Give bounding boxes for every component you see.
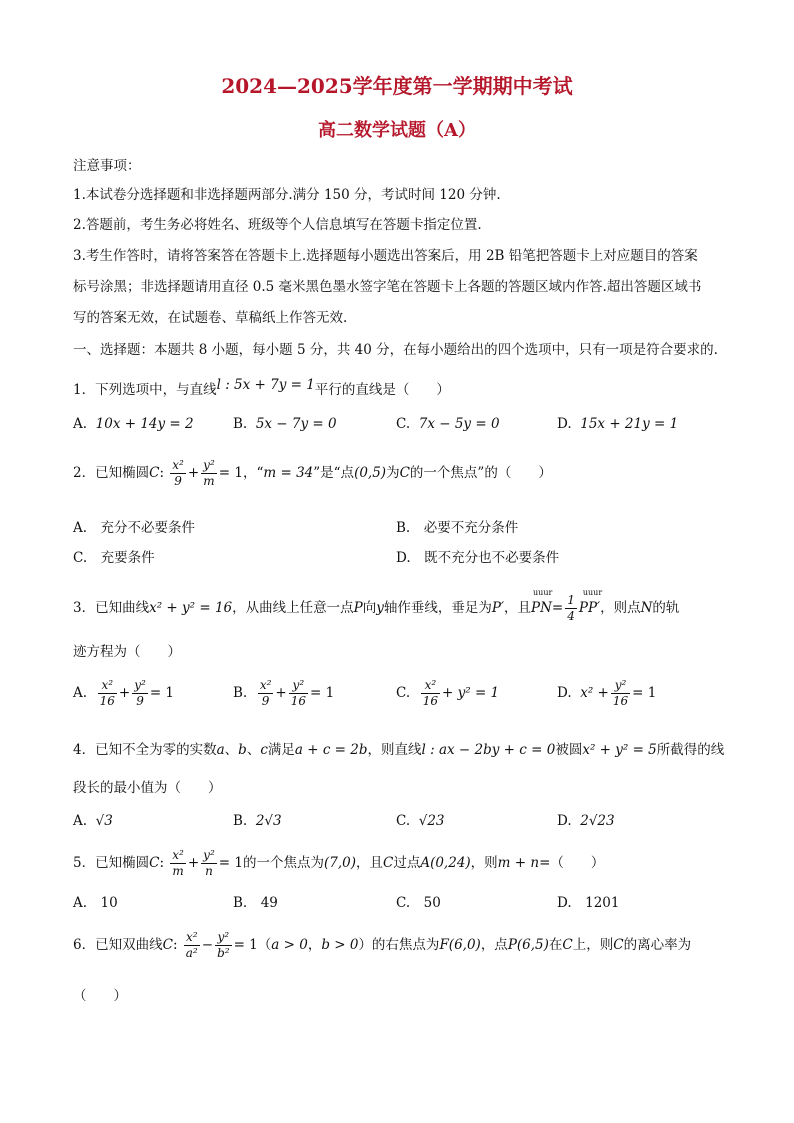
q6-frac-1 [184,930,200,961]
minus: − [201,937,214,953]
q3-quarter [565,593,577,624]
denominator: 16 [99,694,115,708]
equals: = 1 [218,465,243,481]
separator: 、 [224,742,239,758]
denominator: b² [217,946,230,960]
q2-condition: m = 34 [263,465,314,481]
notice-item-3b: 标号涂黑；非选择题请用直径 0.5 毫米黑色墨水签字笔在答题卡上各题的答题区域内作答.超出答题区域书 [73,279,702,295]
vector-ppp: PP′ [578,600,601,616]
option-label: D. [557,813,572,829]
q5-stem-b: 的一个焦点为 [242,855,324,871]
denominator: 9 [136,694,144,708]
equals: = [551,600,564,616]
numerator: x² [172,458,184,472]
frac [258,678,274,709]
numerator: x² [421,678,440,694]
q4-option-b [233,813,282,829]
q3-option-a: A. $\frac{\text{x²}}{16}$ + $\frac{\text{y²}}{9}$ = 1 [73,678,175,708]
q5-stem-a: 5．已知椭圆 [73,855,150,871]
option-label: B. [233,813,248,829]
denominator: m [172,864,184,878]
q5-c: C [382,855,394,871]
q5-stem-f: =（ ） [539,855,605,871]
q6-stem-a: 6．已知双曲线 [73,937,163,953]
denominator: 16 [612,694,629,708]
equals: = 1 [309,685,335,701]
comma: ， [307,937,322,953]
equals: = 1 [218,855,243,871]
q1-stem-a: 1．下列选项中，与直线 [73,382,217,398]
q2-point: (0,5) [354,465,387,481]
q4-option-d [557,813,615,829]
denominator: m [203,474,215,488]
question-6: 6．已知双曲线C: $\frac{\text{x²}}{\text{a²}}$ − $\frac{\text{y²}}{\text{b²}}$ = 1（a > 0，b > 0）的右焦点为F(6,0)，点P(6,5)在C上，则C的离心率为 [73,930,692,960]
q3-stem-b: ，从曲线上任意一点 [232,600,354,616]
separator: 、 [246,742,261,758]
denominator: a² [185,946,198,960]
q1-option-b [233,416,337,432]
q3-c-rest: + y² = 1 [442,685,500,701]
q6-stem-b: （ [257,937,272,953]
section-heading: 一、选择题：本题共 8 小题，每小题 5 分，共 40 分，在每小题给出的四个选项中，只有一项是符合要求的. [73,342,718,358]
q6-point-p: P(6,5) [507,937,549,953]
q4-condition: a + c = 2b [294,742,368,758]
numerator: 1 [567,593,575,607]
q4-circle: x² + y² = 5 [582,742,657,758]
q3-d-lead: x² + [580,685,609,701]
question-4 [73,738,724,758]
denominator: 16 [290,694,306,708]
equals: = 1 [632,685,657,701]
numerator: y² [289,678,308,694]
plus: + [187,855,200,871]
q5-point-a: A(0,24) [420,855,471,871]
q4-line: l : ax − 2by + c = 0 [421,742,556,758]
q4-option-a [73,813,113,829]
option-label: A. [73,813,88,829]
question-5: 5．已知椭圆C: $\frac{\text{x²}}{m}$ + $\frac{\text{y²}}{n}$ = 1的一个焦点为(7,0)，且C过点A(0,24)，则m + n=（ ） [73,848,605,878]
q5-c: C [149,855,160,871]
option-label: C. [396,416,411,432]
q3-curve: x² + y² = 16 [149,600,233,616]
numerator: x² [172,848,184,862]
question-2: 2．已知椭圆C: $\frac{\text{x²}}{9}$ + $\frac{\text{y²}}{m}$ = 1，“m = 34”是“点(0,5)为C的一个焦点”的（ ） [73,458,552,488]
q2-stem-d: 为 [386,465,400,481]
q6-stem-f: 上，则 [572,937,614,953]
q2-frac-1 [170,458,186,489]
q6-frac-2 [215,930,232,961]
q5-option-c: C. 50 [396,895,441,911]
option-label: D. [557,685,572,701]
numerator: y² [203,458,215,472]
denominator: 4 [567,609,575,623]
q4-a-expr: √3 [95,813,113,829]
q4-stem-d: 被圆 [555,742,583,758]
q3-point-n: N [640,600,653,616]
q6-stem-d: ，点 [480,937,508,953]
q4-d-expr: 2√23 [580,813,615,829]
frac [132,678,148,709]
vector-arrow: uuur [582,588,603,597]
q5-frac-1 [170,848,186,879]
q4-c-expr: √23 [418,813,445,829]
q3-vector-ppp [578,588,603,616]
vector-arrow: uuur [533,588,553,597]
option-label: A. [73,685,88,701]
q6-stem-e: 在 [548,937,563,953]
q1-option-d [557,416,678,432]
q2-stem-c: ”是“点 [313,465,355,481]
q3-vector-pn [531,588,553,616]
q4-stem-a: 4．已知不全为零的实数 [73,742,217,758]
q5-stem-d: 过点 [393,855,421,871]
q1-option-c [396,416,500,432]
frac [611,678,630,709]
denominator: 16 [422,694,439,708]
q6-c: C [613,937,624,953]
numerator: x² [98,678,117,694]
q4-b-expr: 2√3 [255,813,282,829]
q3-option-d [557,678,656,709]
denominator: n [205,864,213,878]
numerator: x² [259,678,272,692]
numerator: y² [134,678,146,692]
q2-option-a: A. 充分不必要条件 [73,520,196,536]
q6-stem-h: （ ） [73,988,127,1004]
q4-stem-c: ，则直线 [367,742,422,758]
equals: = 1 [233,937,258,953]
q2-option-d: D. 既不充分也不必要条件 [396,550,560,566]
numerator: y² [203,848,215,862]
q2-frac-2 [201,458,217,489]
q3-stem-h: 迹方程为（ ） [73,644,181,660]
exam-subtitle: 高二数学试题（A） [318,120,476,141]
denominator: 9 [174,474,182,488]
plus: + [187,465,200,481]
q2-option-b: B. 必要不充分条件 [396,520,519,536]
q4-stem-f: 段长的最小值为（ ） [73,780,222,796]
numerator: y² [611,678,630,694]
q5-frac-2 [201,848,217,879]
q3-stem-g: 的轨 [652,600,680,616]
var-b: b [238,742,247,758]
q1-c-expr: 7x − 5y = 0 [418,416,500,432]
exam-title: 2024—2025学年度第一学期期中考试 [221,74,573,98]
option-label: D. [557,416,572,432]
option-label: B. [233,685,248,701]
question-3 [73,588,680,624]
numerator: x² [184,930,200,946]
q1-b-expr: 5x − 7y = 0 [255,416,337,432]
notice-item-2: 2.答题前，考生务必将姓名、班级等个人信息填写在答题卡指定位置. [73,217,482,233]
q5-stem-e: ，则 [470,855,498,871]
q2-stem-a: 2．已知椭圆 [73,465,150,481]
q6-c: C [162,937,173,953]
q5-option-b: B. 49 [233,895,278,911]
frac [289,678,308,709]
q5-focus: (7,0) [323,855,356,871]
q3-stem-c: 向 [362,600,377,616]
q3-option-c [396,678,499,709]
q5-option-a: A. 10 [73,895,118,911]
notice-item-3c: 写的答案无效，在试题卷、草稿纸上作答无效. [73,310,348,326]
q3-stem-d: 轴作垂线，垂足为 [383,600,492,616]
notice-item-1: 1.本试卷分选择题和非选择题两部分.满分 150 分，考试时间 120 分钟. [73,187,501,203]
numerator: y² [215,930,232,946]
option-label: C. [396,813,411,829]
q1-stem-b: 平行的直线是（ ） [314,382,450,398]
q2-stem-b: ，“ [242,465,264,481]
q2-c: C [149,465,160,481]
q3-foot-p: P′ [491,600,505,616]
q1-line-expr: l : 5x + 7y = 1 [216,377,315,393]
q2-stem-e: 的一个焦点”的（ ） [409,465,552,481]
q6-stem-g: 的离心率为 [623,937,692,953]
q6-focus: F(6,0) [439,937,481,953]
option-label: B. [233,416,248,432]
q1-a-expr: 10x + 14y = 2 [95,416,194,432]
var-a: a [216,742,225,758]
q2-option-c: C. 充要条件 [73,550,155,566]
q3-stem-a: 3．已知曲线 [73,600,150,616]
q4-stem-e: 所截得的线 [656,742,725,758]
option-label: A. [73,416,88,432]
q3-point-p: P [353,600,363,616]
q3-axis-y: y [376,600,384,616]
notice-heading: 注意事项： [73,158,141,174]
q1-d-expr: 15x + 21y = 1 [580,416,679,432]
frac [421,678,440,709]
denominator: 9 [261,694,270,708]
q6-stem-c: ）的右焦点为 [358,937,440,953]
q5-option-d: D. 1201 [557,895,620,911]
q6-cond-a: a > 0 [271,937,308,953]
notice-item-3a: 3.考生作答时，请将答案答在答题卡上.选择题每小题选出答案后，用 2B 铅笔把答题卡上对应题目的答案 [73,248,698,264]
q3-stem-e: ，且 [504,600,532,616]
q5-stem-c: ，且 [355,855,383,871]
q1-option-a [73,416,194,432]
var-c: c [260,742,268,758]
q4-option-c [396,813,445,829]
q4-stem-b: 满足 [267,742,295,758]
q3-option-b: B. $\frac{\text{x²}}{9}$ + $\frac{\text{y²}}{16}$ = 1 [233,678,335,708]
q2-c: C [399,465,410,481]
frac [98,678,117,709]
option-label: C. [396,685,411,701]
q5-sum: m + n [497,855,540,871]
equals: = 1 [149,685,175,701]
q6-cond-b: b > 0 [321,937,359,953]
vector-pn: PN [531,600,552,616]
question-1 [73,378,450,398]
q3-stem-f: ，则点 [600,600,641,616]
q6-c: C [562,937,573,953]
